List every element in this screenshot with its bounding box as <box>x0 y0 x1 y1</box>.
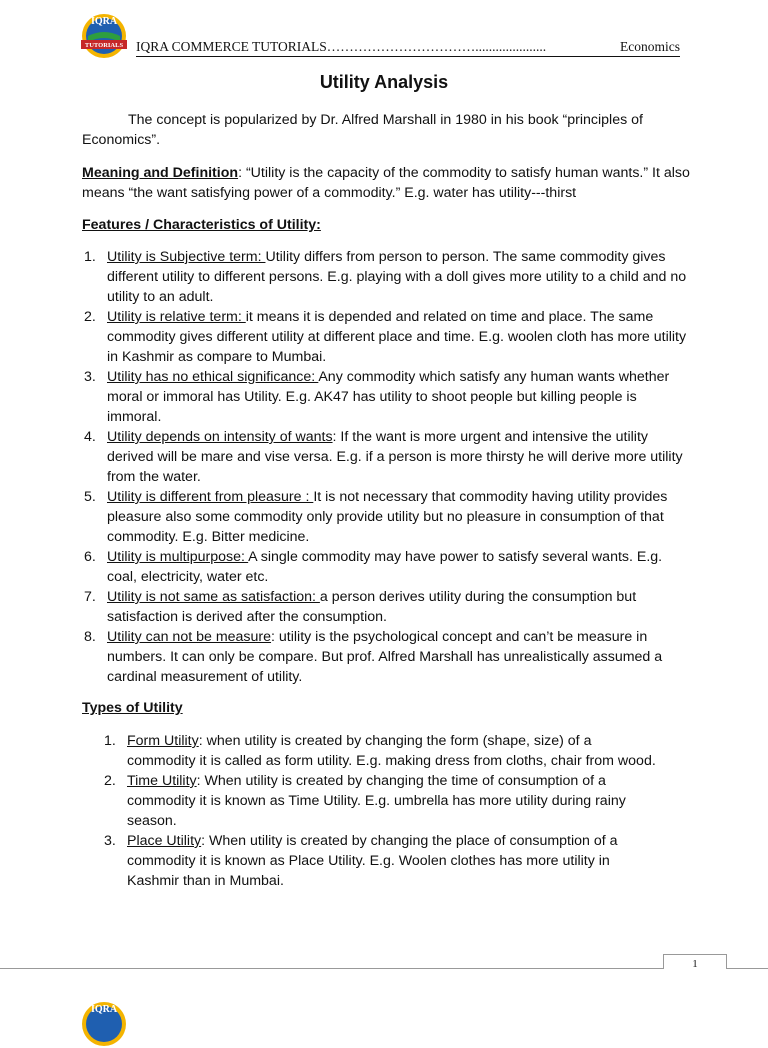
list-item: 3. Utility has no ethical significance: Any commodity which satisfy any human wants whether moral or immoral has Utility. E.g. AK47 has utility to shoot people but killing people is immoral. <box>84 369 670 425</box>
list-item: 2. Time Utility: When utility is created by changing the time of consumption of a commodity it is known as Time Utility. E.g. umbrella has more utility during rainy season. <box>104 773 626 829</box>
intro-paragraph: The concept is popularized by Dr. Alfred Marshall in 1980 in his book “principles of Economics”. <box>82 112 643 148</box>
meaning-paragraph <box>82 163 692 203</box>
list-item: 5. Utility is different from pleasure : It is not necessary that commodity having utility provides pleasure also some commodity only provide utility but no pleasure in consumption of that commodity. E.g. Bitter medicine. <box>84 489 668 545</box>
iqra-logo <box>78 10 130 60</box>
list-item: 4. Utility depends on intensity of wants: If the want is more urgent and intensive the utility derived will be mare and vise versa. E.g. if a person is more thirsty he will derive more utility from the water. <box>84 429 683 485</box>
list-item: 8. Utility can not be measure: utility is the psychological concept and can’t be measure in numbers. It can only be compare. But prof. Alfred Marshall has unrealistically assumed a cardinal measurement of utility. <box>84 629 663 685</box>
list-item: 2. Utility is relative term: it means it is depended and related on time and place. The same commodity gives different utility at different place and time. E.g. woolen cloth has more utility in Kashmir as compare to Mumbai. <box>84 309 687 365</box>
logo-text: IQRA <box>90 16 118 27</box>
logo-ribbon-text: TUTORIALS <box>84 42 124 49</box>
header-leader: ……………………………..................... <box>326 39 547 54</box>
list-item: 1. Utility is Subjective term: Utility differs from person to person. The same commodity gives different utility to different persons. E.g. playing with a doll gives more utility to a child and no utility to an adult. <box>84 249 687 305</box>
types-list <box>102 731 662 891</box>
features-list <box>82 247 692 687</box>
features-heading: Features / Characteristics of Utility: <box>82 217 321 233</box>
iqra-logo-next-page <box>78 998 130 1048</box>
subject-name: Economics <box>620 39 680 54</box>
institute-name: IQRA COMMERCE TUTORIALS <box>136 39 327 54</box>
running-header <box>136 38 680 57</box>
logo-text: IQRA <box>90 1004 118 1015</box>
footer-rule <box>0 968 768 969</box>
page-title: Utility Analysis <box>319 72 449 92</box>
meaning-text: : “Utility is the capacity of the commodity to satisfy human wants.” It also means “the want satisfying power of a commodity.” E.g. water has utility---thirst <box>82 165 690 201</box>
page-number: 1 <box>663 954 727 969</box>
types-heading: Types of Utility <box>82 700 183 716</box>
list-item: 1. Form Utility: when utility is created by changing the form (shape, size) of a commodity it is called as form utility. E.g. making dress from cloths, chair from wood. <box>104 733 656 769</box>
meaning-heading: Meaning and Definition <box>82 165 239 181</box>
list-item: 6. Utility is multipurpose: A single commodity may have power to satisfy several wants. E.g. coal, electricity, water etc. <box>84 549 663 585</box>
list-item: 7. Utility is not same as satisfaction: a person derives utility during the consumption but satisfaction is derived after the consumption. <box>84 589 637 625</box>
list-item: 3. Place Utility: When utility is created by changing the place of consumption of a commodity it is known as Place Utility. E.g. Woolen clothes has more utility in Kashmir than in Mumbai. <box>104 833 618 889</box>
